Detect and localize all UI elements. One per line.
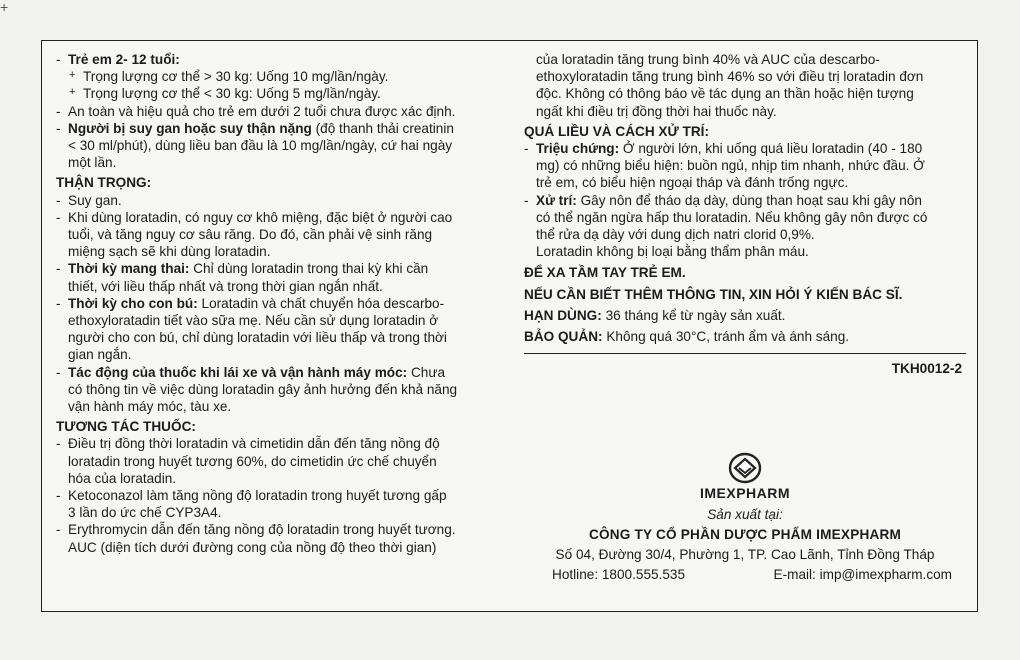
symptoms-line3: trẻ em, có biểu hiện ngoại tháp và đánh trống ngực. — [536, 175, 849, 191]
caution-dry-mouth-line3: miệng sạch sẽ khi dùng loratadin. — [68, 244, 271, 260]
liver-kidney-line2: < 30 ml/phút), dùng liều ban đầu là 10 mg/lần/ngày, cứ hai ngày — [68, 138, 453, 154]
child-over-30kg: + Trọng lượng cơ thể > 30 kg: Uống 10 mg/lần/ngày. — [56, 68, 512, 85]
email: E-mail: imp@imexpharm.com — [773, 567, 952, 582]
treatment-note: - Xử trí: Gây nôn để tháo dạ dày, dùng than hoạt sau khi gây nôn — [524, 192, 966, 209]
caution-dry-mouth-line2: tuổi, và tăng nguy cơ sâu răng. Do đó, cần phải vệ sinh răng — [68, 227, 433, 243]
erythromycin-cont3: độc. Không có thông báo về tác dụng an thần hoặc hiện tượng — [536, 86, 914, 102]
erythromycin-cont1: của loratadin tăng trung bình 40% và AUC của descarbo- — [536, 52, 880, 67]
company-address: Số 04, Đường 30/4, Phường 1, TP. Cao Lãnh, Tỉnh Đồng Tháp — [555, 547, 935, 562]
driving-note: - Tác động của thuốc khi lái xe và vận hành máy móc: Chưa — [56, 364, 512, 381]
company-name: CÔNG TY CỔ PHẦN DƯỢC PHẨM IMEXPHARM — [588, 527, 902, 542]
made-by-label: Sản xuất tại: — [707, 507, 783, 522]
registration-mark: + — [0, 0, 9, 15]
erythromycin-interaction: - Erythromycin dẫn đến tăng nồng độ loratadin trong huyết tương. — [56, 521, 512, 538]
imexpharm-logo-icon — [723, 451, 767, 485]
contact-row — [524, 565, 966, 585]
children-dosage-heading: - Trẻ em 2- 12 tuổi: — [56, 51, 512, 68]
symptoms-note: - Triệu chứng: Ở người lớn, khi uống quá liều loratadin (40 - 180 — [524, 140, 966, 157]
right-column — [524, 51, 966, 377]
brand-name: IMEXPHARM — [699, 485, 791, 501]
interactions-heading: TƯƠNG TÁC THUỐC: — [56, 419, 196, 435]
erythromycin-cont4: ngất khi điều trị đồng thời hai thuốc này. — [536, 103, 777, 119]
cimetidine-line2: loratadin trong huyết tương 60%, do cimetidin ức chế chuyển — [68, 453, 437, 469]
caution-dry-mouth: - Khi dùng loratadin, có nguy cơ khô miệng, đặc biệt ở người cao — [56, 209, 512, 226]
driving-line2: có thông tin về việc dùng loratadin gây ảnh hưởng đến khả năng — [68, 381, 458, 397]
storage-line: BẢO QUẢN: Không quá 30°C, tránh ẩm và ánh sáng. — [524, 329, 850, 345]
leaflet-frame — [41, 40, 978, 612]
lactation-line2: ethoxyloratadin tiết vào sữa mẹ. Nếu cần sử dụng loratadin ở — [68, 313, 439, 329]
section-divider — [524, 353, 966, 354]
liver-kidney-dosage: - Người bị suy gan hoặc suy thận nặng (độ thanh thải creatinin — [56, 120, 512, 137]
erythromycin-cont2: ethoxyloratadin tăng trung bình 46% so với điều trị loratadin đơn — [536, 69, 924, 85]
ask-doctor-notice: NẾU CẦN BIẾT THÊM THÔNG TIN, XIN HỎI Ý KIẾN BÁC SĨ. — [524, 286, 903, 302]
ketoconazole-interaction: - Ketoconazol làm tăng nồng độ loratadin trong huyết tương gấp — [56, 487, 512, 504]
treatment-line2: có thể ngăn ngừa hấp thu loratadin. Nếu không gây nôn được có — [536, 209, 928, 225]
caution-liver: - Suy gan. — [56, 192, 512, 209]
erythromycin-line2: AUC (diện tích dưới đường cong của nồng độ theo thời gian) — [68, 539, 437, 555]
driving-line3: vận hành máy móc, tàu xe. — [68, 399, 232, 415]
symptoms-line2: mg) có những biểu hiện: buồn ngủ, nhịp tim nhanh, nhức đầu. Ở — [536, 158, 925, 174]
treatment-line3: thể rửa dạ dày với dung dịch natri clorid 0,9%. — [536, 227, 815, 243]
under-2-note: - An toàn và hiệu quả cho trẻ em dưới 2 tuổi chưa được xác định. — [56, 103, 512, 120]
pregnancy-line2: thiết, với liều thấp nhất và trong thời gian ngắn nhất. — [68, 278, 383, 294]
cimetidine-interaction: - Điều trị đồng thời loratadin và cimetidin dẫn đến tăng nồng độ — [56, 435, 512, 452]
child-under-30kg: + Trọng lượng cơ thể < 30 kg: Uống 5 mg/lần/ngày. — [56, 85, 512, 102]
overdose-heading: QUÁ LIỀU VÀ CÁCH XỬ TRÍ: — [524, 123, 709, 139]
cimetidine-line3: hóa của loratadin. — [68, 470, 177, 486]
hotline: Hotline: 1800.555.535 — [552, 567, 686, 582]
treatment-line4: Loratadin không bị loại bằng thẩm phân máu. — [536, 244, 809, 260]
manufacturer-block — [524, 451, 966, 585]
lactation-line3: người cho con bú, chỉ dùng loratadin với liều thấp và trong thời — [68, 330, 447, 346]
left-column — [56, 51, 512, 556]
liver-kidney-line3: một lần. — [68, 155, 117, 171]
lactation-line4: gian ngắn. — [68, 347, 132, 363]
ketoconazole-line2: 3 lần do ức chế CYP3A4. — [68, 505, 222, 521]
expiry-line: HẠN DÙNG: 36 tháng kể từ ngày sản xuất. — [524, 307, 786, 323]
caution-heading: THẬN TRỌNG: — [56, 175, 152, 191]
lactation-note: - Thời kỳ cho con bú: Loratadin và chất chuyển hóa descarbo- — [56, 295, 512, 312]
document-code: TKH0012-2 — [891, 361, 962, 377]
keep-away-notice: ĐỂ XA TẦM TAY TRẺ EM. — [524, 265, 686, 281]
pregnancy-note: - Thời kỳ mang thai: Chỉ dùng loratadin trong thai kỳ khi cần — [56, 260, 512, 277]
